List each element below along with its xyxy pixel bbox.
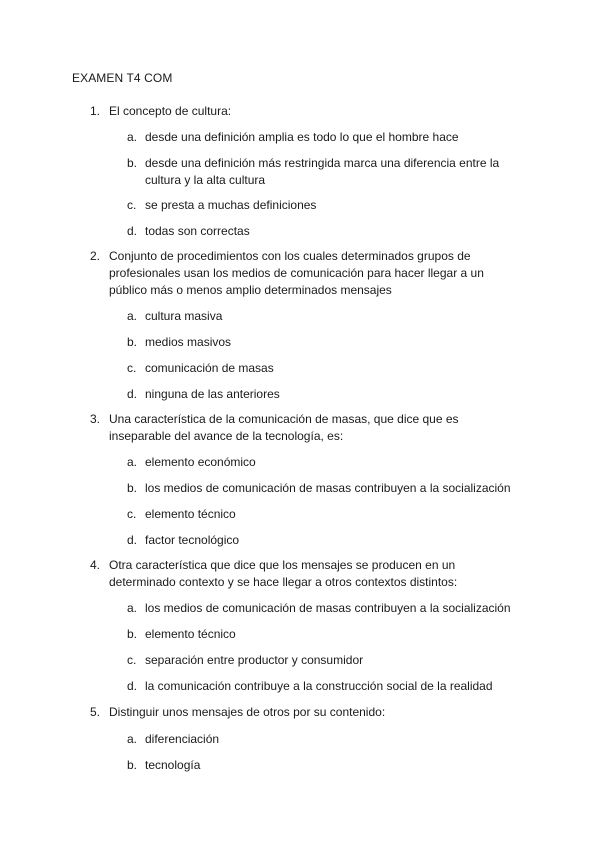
- option-text: elemento técnico: [145, 507, 236, 521]
- option-letter: d.: [127, 387, 138, 401]
- option-text: se presta a muchas definiciones: [145, 198, 317, 212]
- option-letter: c.: [127, 653, 137, 667]
- question-text: Otra característica que dice que los mensajes se producen en un determinado contexto y se hace llegar a otros contextos distintos:: [109, 558, 458, 589]
- option-text: la comunicación contribuye a la construcción social de la realidad: [145, 679, 493, 693]
- question-number: 5.: [90, 705, 101, 719]
- question-text: Distinguir unos mensajes de otros por su contenido:: [109, 705, 386, 719]
- option-text: factor tecnológico: [145, 533, 240, 547]
- option-text: elemento económico: [145, 455, 256, 469]
- option-letter: b.: [127, 758, 138, 772]
- question-number: 4.: [90, 558, 101, 572]
- option-text: separación entre productor y consumidor: [145, 653, 364, 667]
- option-letter: a.: [127, 732, 138, 746]
- question-text: Conjunto de procedimientos con los cuales determinados grupos de profesionales usan los medios de comunicación para hacer llegar a un público más o menos amplio determinados mensajes: [109, 249, 484, 297]
- option-text: ninguna de las anteriores: [145, 387, 280, 401]
- question-number: 3.: [90, 412, 101, 426]
- option-letter: a.: [127, 130, 138, 144]
- option-letter: d.: [127, 679, 138, 693]
- option-text: todas son correctas: [145, 224, 250, 238]
- question-number: 1.: [90, 104, 101, 118]
- option-letter: a.: [127, 309, 138, 323]
- option-text: desde una definición más restringida marca una diferencia entre la cultura y la alta cultura: [145, 156, 500, 187]
- option-letter: a.: [127, 455, 138, 469]
- question-text: Una característica de la comunicación de masas, que dice que es inseparable del avance de la tecnología, es:: [109, 412, 459, 443]
- option-text: elemento técnico: [145, 627, 236, 641]
- option-letter: b.: [127, 627, 138, 641]
- option-letter: c.: [127, 198, 137, 212]
- document-title: EXAMEN T4 COM: [72, 71, 173, 85]
- option-letter: c.: [127, 361, 137, 375]
- option-text: tecnología: [145, 758, 201, 772]
- option-letter: d.: [127, 533, 138, 547]
- option-letter: d.: [127, 224, 138, 238]
- option-text: cultura masiva: [145, 309, 223, 323]
- option-text: comunicación de masas: [145, 361, 274, 375]
- option-text: desde una definición amplia es todo lo que el hombre hace: [145, 130, 459, 144]
- option-letter: b.: [127, 481, 138, 495]
- option-text: los medios de comunicación de masas contribuyen a la socialización: [145, 481, 511, 495]
- option-letter: b.: [127, 156, 138, 170]
- option-text: diferenciación: [145, 732, 220, 746]
- question-number: 2.: [90, 249, 101, 263]
- option-text: los medios de comunicación de masas contribuyen a la socialización: [145, 601, 511, 615]
- question-text: El concepto de cultura:: [109, 104, 232, 118]
- option-letter: c.: [127, 507, 137, 521]
- option-letter: b.: [127, 335, 138, 349]
- option-letter: a.: [127, 601, 138, 615]
- option-text: medios masivos: [145, 335, 232, 349]
